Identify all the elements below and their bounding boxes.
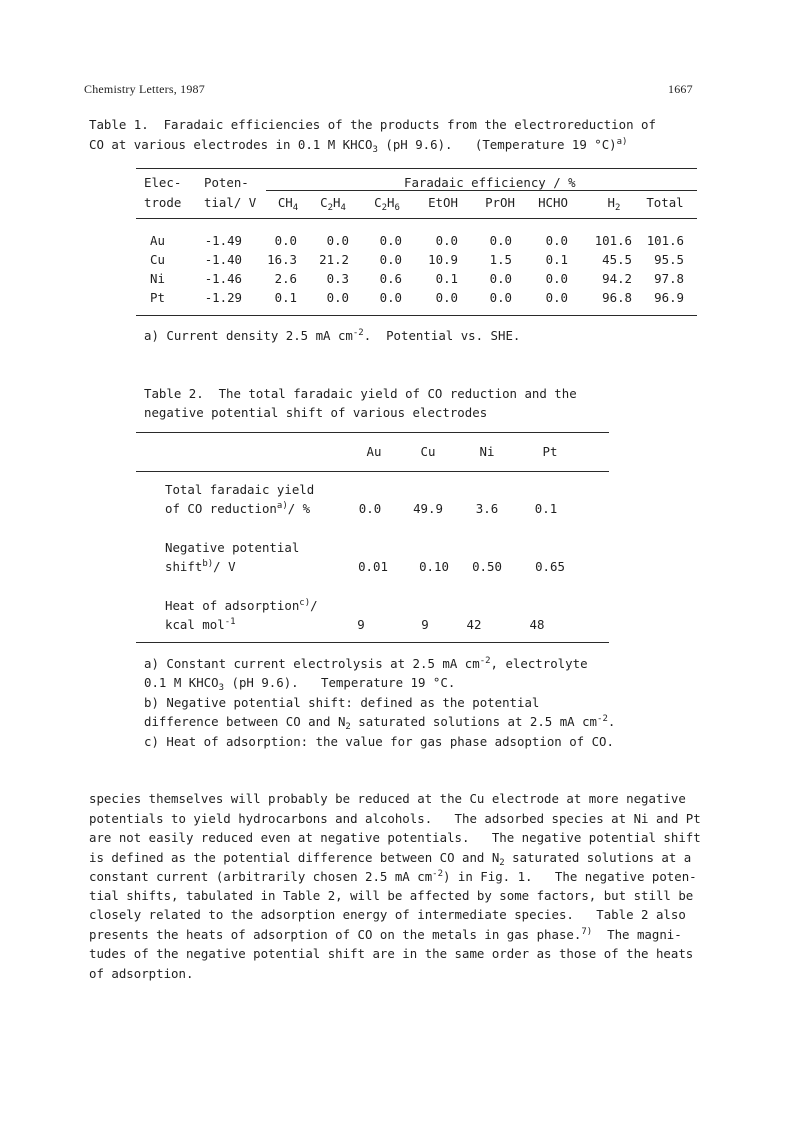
table1-product-header: $CH_4$ (277, 195, 299, 213)
table2-top-rule (136, 432, 609, 433)
body-line-4: is defined as the potential difference between CO and $N_2$ saturated solutions at a (89, 850, 692, 868)
table2-caption-line1: Table 2. The total faradaic yield of CO reduction and the (144, 386, 577, 401)
table2-footnote-c: c) Heat of adsorption: the value for gas phase adsoption of CO. (144, 734, 614, 749)
table1-cell-value: 94.2 (602, 271, 632, 286)
body-line-9: tudes of the negative potential shift are in the same order as those of the heats (89, 946, 694, 961)
table2-column-header: Ni (479, 444, 495, 459)
table1-cell-value: 0.0 (489, 271, 512, 286)
table1-cell-potential: -1.49 (204, 233, 242, 248)
table1-cell-value: 0.1 (274, 290, 297, 305)
table1-cell-potential: -1.29 (204, 290, 242, 305)
table1-cell-value: 0.1 (435, 271, 458, 286)
table1-cell-value: 0.0 (326, 290, 349, 305)
body-line-8: presents the heats of adsorption of CO on the metals in gas phase.$^{7)}$ The magni- (89, 927, 682, 942)
body-line-10: of adsorption. (89, 966, 194, 981)
table2-cell-value: 42 (466, 617, 482, 632)
table1-product-header: $C_2H_6$ (374, 195, 400, 213)
table1-cell-value: 0.0 (379, 290, 402, 305)
table2-footnote-a2: 0.1 M $KHCO_3$ (pH 9.6). Temperature 19 °C. (144, 675, 456, 693)
table1-cell-value: 0.0 (435, 290, 458, 305)
table2-row1-label2: of CO reduction$^{a)}$/ % (165, 501, 311, 516)
table2-cell-value: 0.10 (419, 559, 449, 574)
table2-cell-value: 9 (421, 617, 429, 632)
table2-cell-value: 48 (529, 617, 545, 632)
table1-caption-line1: Table 1. Faradaic efficiencies of the products from the electroreduction of (89, 117, 656, 132)
table1-product-header: PrOH (485, 195, 515, 210)
table2-footnote-a1: a) Constant current electrolysis at 2.5 mA $cm^{-2}$, electrolyte (144, 656, 588, 671)
table1-cell-value: 101.6 (646, 233, 684, 248)
body-line-5: constant current (arbitrarily chosen 2.5 mA $cm^{-2}$) in Fig. 1. The negative poten- (89, 869, 697, 884)
table1-cell-value: 21.2 (319, 252, 349, 267)
table2-row3-label1: Heat of adsorption$^{c)}$/ (165, 598, 318, 613)
table2-bottom-rule (136, 642, 609, 643)
page-number: 1667 (668, 82, 693, 96)
table1-cell-value: 0.0 (545, 271, 568, 286)
table1-cell-value: 97.8 (654, 271, 684, 286)
table1-cell-potential: -1.46 (204, 271, 242, 286)
table2-header-rule (136, 471, 609, 472)
table1-cell-value: 96.9 (654, 290, 684, 305)
table1-cell-value: 0.0 (379, 252, 402, 267)
table1-faradaic-rule (266, 190, 697, 191)
table2-row2-label1: Negative potential (165, 540, 300, 555)
table1-col-potential-2: tial/ V (204, 195, 257, 210)
body-line-7: closely related to the adsorption energy of intermediate species. Table 2 also (89, 907, 686, 922)
body-line-3: are not easily reduced even at negative potentials. The negative potential shift (89, 830, 701, 845)
table1-cell-value: 0.0 (545, 233, 568, 248)
table1-col-electrode-2: trode (144, 195, 182, 210)
table1-cell-value: 96.8 (602, 290, 632, 305)
table1-cell-value: 45.5 (602, 252, 632, 267)
table1-footnote: a) Current density 2.5 mA $cm^{-2}$. Potential vs. SHE. (144, 328, 521, 343)
table1-product-header: $H_2$ (607, 195, 621, 213)
table1-cell-value: 0.0 (326, 233, 349, 248)
table1-product-header: $C_2H_4$ (320, 195, 346, 213)
table1-top-rule (136, 168, 697, 169)
table1-cell-value: 2.6 (274, 271, 297, 286)
table1-cell-value: 0.0 (274, 233, 297, 248)
body-line-1: species themselves will probably be reduced at the Cu electrode at more negative (89, 791, 686, 806)
table2-footnote-b2: difference between CO and $N_2$ saturated solutions at 2.5 mA $cm^{-2}$. (144, 714, 616, 732)
table1-caption-line2: CO at various electrodes in 0.1 M $KHCO_3$ (pH 9.6). (Temperature 19 °C)$^{a)}$ (89, 137, 628, 155)
table1-bottom-rule (136, 315, 697, 316)
table1-cell-potential: -1.40 (204, 252, 242, 267)
table1-cell-value: 0.6 (379, 271, 402, 286)
table2-row3-label2: kcal mol$^{-1}$ (165, 617, 236, 632)
table2-cell-value: 0.50 (472, 559, 502, 574)
table2-caption-line2: negative potential shift of various electrodes (144, 405, 488, 420)
table2-cell-value: 0.01 (358, 559, 388, 574)
table1-cell-value: 0.0 (489, 290, 512, 305)
table1-product-header: HCHO (538, 195, 568, 210)
table1-cell-value: 0.3 (326, 271, 349, 286)
table2-cell-value: 0.0 (358, 501, 382, 516)
table2-cell-value: 49.9 (413, 501, 443, 516)
table1-cell-value: 16.3 (267, 252, 297, 267)
journal-header: Chemistry Letters, 1987 (84, 82, 205, 96)
table1-col-electrode-1: Elec- (144, 175, 182, 190)
table1-cell-electrode: Au (150, 233, 165, 248)
table1-col-potential-1: Poten- (204, 175, 249, 190)
table2-row2-label2: shift$^{b)}$/ V (165, 559, 236, 574)
table2-cell-value: 9 (357, 617, 365, 632)
table1-product-header: Total (646, 195, 684, 210)
table1-cell-value: 0.0 (489, 233, 512, 248)
table2-column-header: Cu (420, 444, 436, 459)
table1-cell-value: 95.5 (654, 252, 684, 267)
table1-cell-value: 0.0 (379, 233, 402, 248)
table2-cell-value: 0.1 (534, 501, 558, 516)
table2-footnote-b1: b) Negative potential shift: defined as the potential (144, 695, 540, 710)
table1-header-rule (136, 218, 697, 219)
table1-cell-electrode: Cu (150, 252, 165, 267)
table2-row1-label1: Total faradaic yield (165, 482, 315, 497)
table1-faradaic-header: Faradaic efficiency / % (404, 175, 576, 190)
table1-product-header: EtOH (428, 195, 458, 210)
body-line-6: tial shifts, tabulated in Table 2, will be affected by some factors, but still be (89, 888, 694, 903)
table1-cell-value: 10.9 (428, 252, 458, 267)
table2-column-header: Au (366, 444, 382, 459)
table2-cell-value: 3.6 (475, 501, 499, 516)
table1-cell-electrode: Ni (150, 271, 165, 286)
body-line-2: potentials to yield hydrocarbons and alcohols. The adsorbed species at Ni and Pt (89, 811, 701, 826)
table1-cell-electrode: Pt (150, 290, 165, 305)
table2-column-header: Pt (542, 444, 558, 459)
table1-cell-value: 101.6 (594, 233, 632, 248)
table2-cell-value: 0.65 (535, 559, 565, 574)
table1-cell-value: 1.5 (489, 252, 512, 267)
table1-cell-value: 0.0 (435, 233, 458, 248)
table1-cell-value: 0.0 (545, 290, 568, 305)
table1-cell-value: 0.1 (545, 252, 568, 267)
